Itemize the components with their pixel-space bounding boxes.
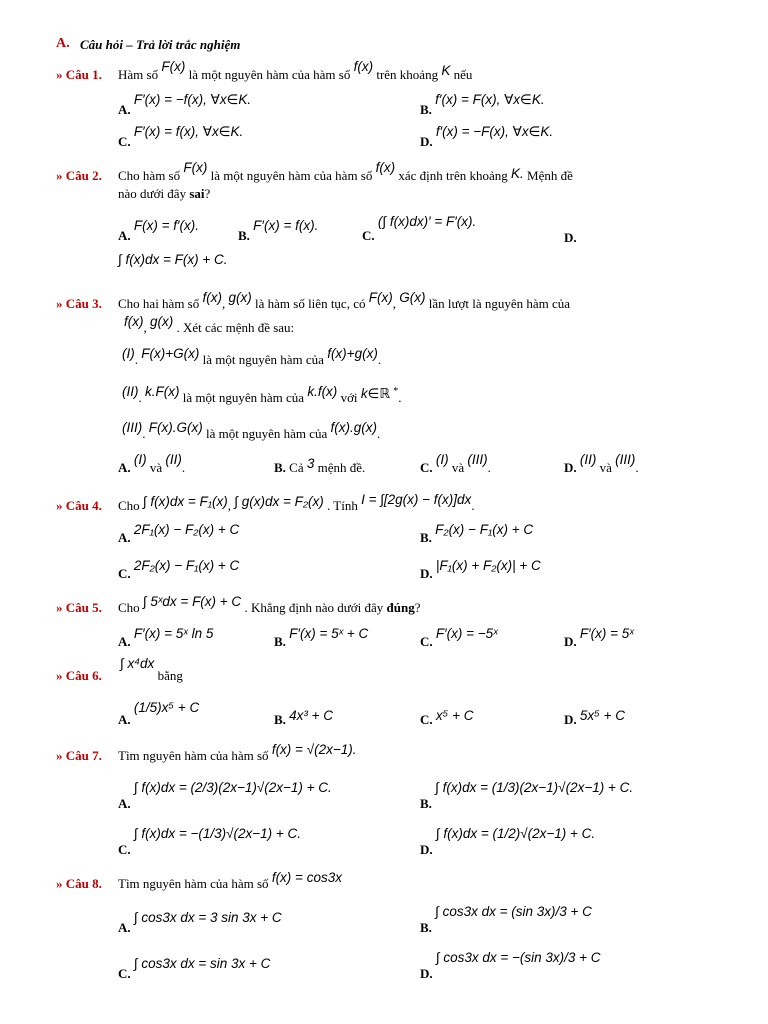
question-1-label: » Câu 1.	[56, 67, 102, 82]
section-title: Câu hỏi – Trả lời trắc nghiệm	[80, 37, 241, 52]
q3-option-d[interactable]: D. (II) và (III).	[564, 452, 639, 475]
statement-i: (I). F(x)+G(x) là một nguyên hàm của f(x)+g(x).	[122, 346, 382, 367]
q1-option-c[interactable]: C. F′(x) = f(x), ∀x∈K.	[118, 124, 244, 149]
question-7-label: » Câu 7.	[56, 748, 102, 763]
question-2-stem-line2: nào dưới đây sai?	[118, 186, 211, 201]
q3-option-a[interactable]: A. (I) và (II).	[118, 452, 186, 475]
q4-option-b[interactable]: B. F₂(x) − F₁(x) + C	[420, 522, 534, 545]
q6-option-a[interactable]: A. (1/5)x⁵ + C	[118, 700, 200, 727]
question-6-label: » Câu 6.	[56, 668, 102, 683]
question-4-stem: Cho ∫ f(x)dx = F₁(x), ∫ g(x)dx = F₂(x) . Tính I = ∫[2g(x) − f(x)]dx.	[118, 492, 475, 513]
q4-option-c[interactable]: C. 2F₂(x) − F₁(x) + C	[118, 558, 240, 581]
q5-option-d[interactable]: D. F′(x) = 5ˣ	[564, 626, 634, 649]
q7-option-b[interactable]: B. ∫ f(x)dx = (1/3)(2x−1)√(2x−1) + C.	[420, 780, 634, 811]
question-6-stem: ∫ x⁴dx bằng	[120, 656, 183, 683]
question-8-label: » Câu 8.	[56, 876, 102, 891]
q3-option-b[interactable]: B. Cả 3 mệnh đề.	[274, 456, 366, 475]
q2-option-d-letter[interactable]: D.	[564, 230, 577, 245]
question-5-stem: Cho ∫ 5ˣdx = F(x) + C . Khẳng định nào dưới đây đúng?	[118, 594, 421, 615]
q7-option-d[interactable]: D. ∫ f(x)dx = (1/2)√(2x−1) + C.	[420, 826, 596, 857]
q4-option-a[interactable]: A. 2F₁(x) − F₂(x) + C	[118, 522, 240, 545]
q5-option-c[interactable]: C. F′(x) = −5ˣ	[420, 626, 498, 649]
question-3-stem: Cho hai hàm số f(x), g(x) là hàm số liên tục, có F(x), G(x) lần lượt là nguyên hàm của	[118, 290, 571, 311]
statement-ii: (II). k.F(x) là một nguyên hàm của k.f(x) với k∈ℝ *.	[122, 384, 402, 405]
question-2-stem: Cho hàm số F(x) là một nguyên hàm của hàm số f(x) xác định trên khoảng K. Mệnh đề	[118, 160, 573, 183]
q4-option-d[interactable]: D. |F₁(x) + F₂(x)| + C	[420, 558, 541, 581]
q5-option-b[interactable]: B. F′(x) = 5ˣ + C	[274, 626, 369, 649]
q8-option-d[interactable]: D. ∫ cos3x dx = −(sin 3x)/3 + C	[420, 950, 601, 981]
q2-option-c[interactable]: C. (∫ f(x)dx)′ = F′(x).	[362, 214, 477, 243]
q2-option-a[interactable]: A. F(x) = f′(x).	[118, 218, 200, 243]
question-3-label: » Câu 3.	[56, 296, 102, 311]
q2-option-b[interactable]: B. F′(x) = f(x).	[238, 218, 319, 243]
question-5-label: » Câu 5.	[56, 600, 102, 615]
q1-option-a[interactable]: A. F′(x) = −f(x), ∀x∈K.	[118, 92, 252, 117]
q6-option-d[interactable]: D. 5x⁵ + C	[564, 708, 625, 727]
section-letter: A.	[56, 36, 70, 51]
question-2-label: » Câu 2.	[56, 168, 102, 183]
q2-option-d[interactable]: ∫ f(x)dx = F(x) + C.	[118, 252, 228, 267]
q1-option-b[interactable]: B. f′(x) = F(x), ∀x∈K.	[420, 92, 545, 117]
statement-iii: (III). F(x).G(x) là một nguyên hàm của f(x).g(x).	[122, 420, 381, 441]
q6-option-c[interactable]: C. x⁵ + C	[420, 708, 474, 727]
q7-option-a[interactable]: A. ∫ f(x)dx = (2/3)(2x−1)√(2x−1) + C.	[118, 780, 332, 811]
q3-option-c[interactable]: C. (I) và (III).	[420, 452, 491, 475]
q5-option-a[interactable]: A. F′(x) = 5ˣ ln 5	[118, 626, 214, 649]
question-7-stem: Tìm nguyên hàm của hàm số f(x) = √(2x−1).	[118, 742, 357, 763]
q7-option-c[interactable]: C. ∫ f(x)dx = −(1/3)√(2x−1) + C.	[118, 826, 302, 857]
question-4-label: » Câu 4.	[56, 498, 102, 513]
question-1-stem: Hàm số F(x) là một nguyên hàm của hàm số f(x) trên khoảng K nếu	[118, 59, 473, 82]
q8-option-c[interactable]: C. ∫ cos3x dx = sin 3x + C	[118, 956, 271, 981]
q8-option-a[interactable]: A. ∫ cos3x dx = 3 sin 3x + C	[118, 910, 282, 935]
question-8-stem: Tìm nguyên hàm của hàm số f(x) = cos3x	[118, 870, 342, 891]
question-3-stem-line2: f(x), g(x) . Xét các mệnh đề sau:	[124, 314, 295, 335]
q8-option-b[interactable]: B. ∫ cos3x dx = (sin 3x)/3 + C	[420, 904, 592, 935]
q1-option-d[interactable]: D. f′(x) = −F(x), ∀x∈K.	[420, 124, 554, 149]
q6-option-b[interactable]: B. 4x³ + C	[274, 708, 334, 727]
